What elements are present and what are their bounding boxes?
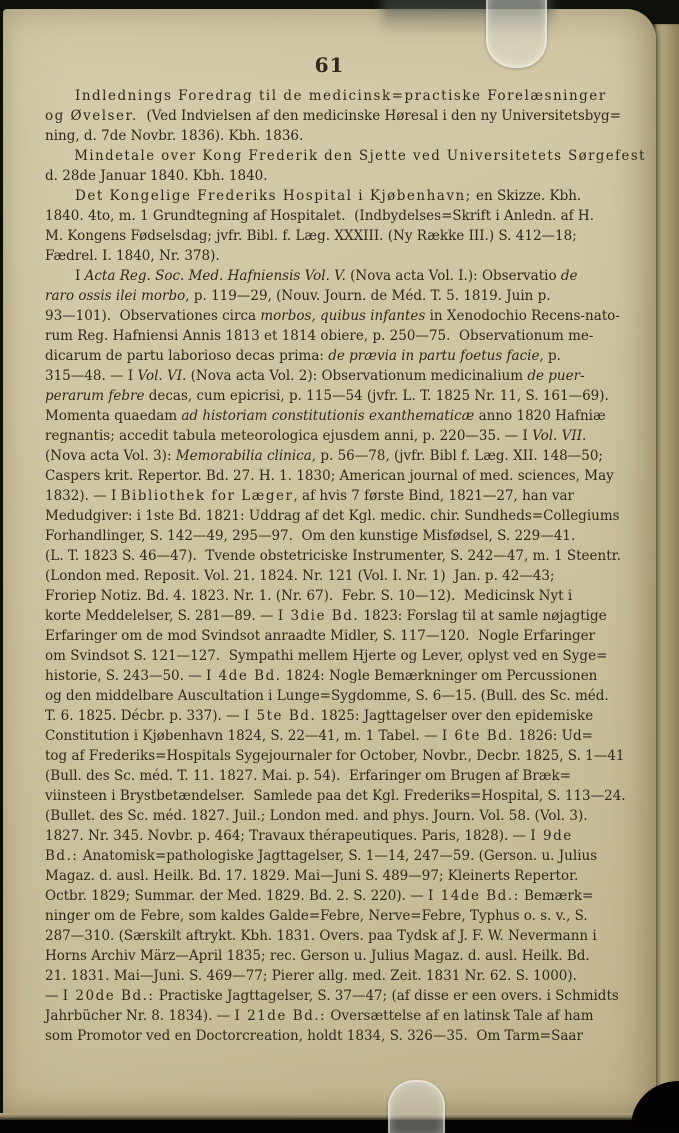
text-line	[45, 346, 646, 366]
body-text: , p.	[539, 348, 561, 364]
body-text: Practiske Jagttagelser, S. 37—47; (af disse er een overs. i Schmidts	[154, 988, 619, 1004]
body-text: Erfaringer om de mod Svindsot anraadte Midler, S. 117—120. Nogle Erfaringer	[45, 628, 596, 644]
text-line	[45, 686, 646, 706]
letterspaced-text: Det Kongelige Frederiks Hospital i Kjøbenhavn;	[75, 188, 472, 204]
text-line	[45, 726, 646, 746]
letterspaced-text: I 9de	[530, 828, 573, 844]
body-text: dicarum de partu laborioso decas prima:	[45, 348, 329, 364]
text-line	[45, 186, 646, 206]
text-line	[45, 86, 646, 106]
text-line	[45, 586, 646, 606]
body-text: (Bullet. des Sc. méd. 1827. Juil.; London med. and phys. Journ. Vol. 58. (Vol. 3).	[45, 808, 588, 824]
body-text: 287—310. (Særskilt aftrykt. Kbh. 1831. Overs. paa Tydsk af J. F. W. Nevermann i	[45, 928, 597, 944]
table-shadow-band	[0, 1120, 679, 1133]
book-page-edges	[653, 24, 679, 1106]
body-text: Horns Archiv März—April 1835; rec. Gerson u. Julius Magaz. d. ausl. Heilk. Bd.	[45, 948, 590, 964]
text-line	[45, 446, 646, 466]
body-text: korte Meddelelser, S. 281—89. —	[45, 608, 278, 624]
body-text: historie, S. 243—50. —	[45, 668, 207, 684]
text-line	[45, 526, 646, 546]
italic-text: Acta Reg. Soc. Med. Hafniensis Vol. V.	[84, 268, 346, 284]
body-text: in Xenodochio Recens-nato-	[425, 308, 620, 324]
body-text: 315—48. — I	[45, 368, 138, 384]
body-text: Bemærk=	[519, 888, 594, 904]
page-number: 61	[314, 53, 345, 77]
text-line	[45, 866, 646, 886]
text-line	[45, 126, 646, 146]
body-text: d. 28de Januar 1840. Kbh. 1840.	[45, 168, 268, 184]
body-text: (Nova acta Vol. I.): Observatio	[345, 268, 561, 284]
letterspaced-text: Bibliothek for Læger	[120, 488, 294, 504]
text-line	[45, 566, 646, 586]
text-line	[45, 786, 646, 806]
body-text: Froriep Notiz. Bd. 4. 1823. Nr. 1. (Nr. 67). Febr. S. 10—12). Medicinsk Nyt i	[45, 588, 573, 604]
text-line	[45, 606, 646, 626]
text-line	[45, 226, 646, 246]
body-text: og den middelbare Auscultation i Lunge=Sygdomme, S. 6—15. (Bull. des Sc. méd.	[45, 688, 609, 704]
body-text: Jahrbücher Nr. 8. 1834). —	[45, 1008, 235, 1024]
body-text: 1827. Nr. 345. Novbr. p. 464; Travaux thérapeutiques. Paris, 1828). —	[45, 828, 531, 844]
text-line	[45, 246, 646, 266]
text-line	[45, 886, 646, 906]
body-text: T. 6. 1825. Décbr. p. 337). —	[45, 708, 244, 724]
letterspaced-text: Mindetale over Kong Frederik den Sjette ved Universitetets Sørgefest	[74, 148, 646, 164]
italic-text: morbos, quibus infantes	[260, 308, 426, 324]
body-text: Constitution i Kjøbenhavn 1824, S. 22—41, m. 1 Tabel. —	[45, 728, 442, 744]
body-text: (Nova acta Vol. 2): Observationum medicinalium	[186, 368, 528, 384]
body-text: som Promotor ved en Doctorcreation, holdt 1834, S. 326—35. Om Tarm=Saar	[45, 1028, 583, 1044]
body-text: Oversættelse af en latinsk Tale af ham	[326, 1008, 594, 1024]
body-text: (Bull. des Sc. méd. T. 11. 1827. Mai. p. 54). Erfaringer om Brugen af Bræk=	[45, 768, 571, 784]
letterspaced-text: I 20de Bd.:	[62, 988, 155, 1004]
text-line	[45, 966, 646, 986]
body-text: (London med. Reposit. Vol. 21. 1824. Nr. 121 (Vol. I. Nr. 1) Jan. p. 42—43;	[45, 568, 555, 584]
body-text: (Ved Indvielsen af den medicinske Høresal i den ny Universitetsbyg=	[137, 108, 621, 124]
body-text: tog af Frederiks=Hospitals Sygejournaler for October, Novbr., Decbr. 1825, S. 1—41	[45, 748, 625, 764]
letterspaced-text: I 6te Bd.	[441, 728, 515, 744]
text-line	[45, 506, 646, 526]
body-text: ninger om de Febre, som kaldes Galde=Febre, Nerve=Febre, Typhus o. s. v., S.	[45, 908, 588, 924]
page-text	[45, 86, 646, 1046]
body-text: regnantis; accedit tabula meteorologica ejusdem anni, p. 220—35. — I	[45, 428, 533, 444]
text-line	[45, 326, 646, 346]
text-line	[45, 706, 646, 726]
text-line	[45, 906, 646, 926]
body-text: Caspers krit. Repertor. Bd. 27. H. 1. 1830; American journal of med. sciences, May	[45, 468, 614, 484]
text-line	[45, 406, 646, 426]
italic-text: de	[560, 268, 578, 284]
plastic-clip-bottom-icon	[388, 1080, 445, 1133]
body-text: om Svindsot S. 121—127. Sympathi mellem Hjerte og Lever, oplyst ved en Syge=	[45, 648, 608, 664]
italic-text: de puer-	[527, 368, 585, 384]
body-text: Fædrel. I. 1840, Nr. 378).	[45, 248, 220, 264]
text-line	[45, 146, 646, 166]
text-line	[45, 646, 646, 666]
italic-text: raro ossis ilei morbo	[45, 288, 186, 304]
text-line	[45, 986, 646, 1006]
text-line	[45, 306, 646, 326]
body-text: , p. 56—78, (jvfr. Bibl f. Læg. XII. 148—50;	[311, 448, 603, 464]
body-text: 1825: Jagttagelser over den epidemiske	[316, 708, 594, 724]
body-text: 1824: Nogle Bemærkninger om Percussionen	[281, 668, 598, 684]
text-line	[45, 1026, 646, 1046]
body-text: 21. 1831. Mai—Juni. S. 469—77; Pierer allg. med. Zeit. 1831 Nr. 62. S. 1000).	[45, 968, 577, 984]
text-line	[45, 1006, 646, 1026]
text-line	[45, 946, 646, 966]
body-text: ning, d. 7de Novbr. 1836). Kbh. 1836.	[45, 128, 304, 144]
text-line	[45, 846, 646, 866]
body-text: —	[45, 988, 63, 1004]
letterspaced-text: I 5te Bd.	[243, 708, 317, 724]
letterspaced-text: Indlednings Foredrag til de medicinsk=practiske Forelæsninger	[75, 88, 607, 104]
text-line	[45, 386, 646, 406]
body-text: viinsteen i Brystbetændelser. Samlede paa det Kgl. Frederiks=Hospital, S. 113—24.	[45, 788, 626, 804]
text-line	[45, 546, 646, 566]
italic-text: ad historiam constitutionis exanthematicæ	[181, 408, 475, 424]
text-line	[45, 806, 646, 826]
letterspaced-text: I 4de Bd.	[206, 668, 282, 684]
text-line	[45, 366, 646, 386]
body-text: Medudgiver: i 1ste Bd. 1821: Uddrag af det Kgl. medic. chir. Sundheds=Collegiums	[45, 508, 620, 524]
text-line	[45, 206, 646, 226]
body-text: Momenta quaedam	[45, 408, 182, 424]
text-line	[45, 286, 646, 306]
book-page	[3, 9, 656, 1119]
body-text: I	[75, 268, 85, 284]
body-text: 93—101). Observationes circa	[45, 308, 261, 324]
text-line	[45, 826, 646, 846]
text-line	[45, 746, 646, 766]
text-line	[45, 666, 646, 686]
italic-text: Vol. VII.	[532, 428, 587, 444]
italic-text: Memorabilia clinica	[175, 448, 312, 464]
body-text: 1840. 4to, m. 1 Grundtegning af Hospitalet. (Indbydelses=Skrift i Anledn. af H.	[45, 208, 594, 224]
text-line	[45, 926, 646, 946]
body-text: , af hvis 7 første Bind, 1821—27, han var	[293, 488, 574, 504]
body-text: rum Reg. Hafniensi Annis 1813 et 1814 obiere, p. 250—75. Observationum me-	[45, 328, 594, 344]
letterspaced-text: Bd.:	[45, 848, 79, 864]
italic-text: perarum febre	[45, 388, 145, 404]
body-text: 1832). — I	[45, 488, 121, 504]
body-text: decas, cum epicrisi, p. 115—54 (jvfr. L. T. 1825 Nr. 11, S. 161—69).	[144, 388, 609, 404]
body-text: (L. T. 1823 S. 46—47). Tvende obstetriciske Instrumenter, S. 242—47, m. 1 Steentr.	[45, 548, 621, 564]
text-line	[45, 166, 646, 186]
text-line	[45, 466, 646, 486]
text-line	[45, 266, 646, 286]
body-text: 1823: Forslag til at samle nøjagtige	[359, 608, 607, 624]
body-text: 1826: Ud=	[514, 728, 593, 744]
body-text: Octbr. 1829; Summar. der Med. 1829. Bd. 2. S. 220). —	[45, 888, 429, 904]
text-line	[45, 426, 646, 446]
text-line	[45, 766, 646, 786]
plastic-clip-top-icon	[486, 0, 547, 68]
text-line	[45, 626, 646, 646]
body-text: , p. 119—29, (Nouv. Journ. de Méd. T. 5. 1819. Juin p.	[185, 288, 551, 304]
body-text: anno 1820 Hafniæ	[474, 408, 606, 424]
text-line	[45, 486, 646, 506]
body-text: (Nova acta Vol. 3):	[45, 448, 176, 464]
body-text: Forhandlinger, S. 142—49, 295—97. Om den kunstige Misfødsel, S. 229—41.	[45, 528, 576, 544]
body-text: Anatomisk=pathologiske Jagttagelser, S. 1—14, 247—59. (Gerson. u. Julius	[78, 848, 598, 864]
body-text: M. Kongens Fødselsdag; jvfr. Bibl. f. Læg. XXXIII. (Ny Række III.) S. 412—18;	[45, 228, 577, 244]
letterspaced-text: I 21de Bd.:	[234, 1008, 327, 1024]
letterspaced-text: I 3die Bd.	[277, 608, 360, 624]
italic-text: Vol. VI.	[137, 368, 187, 384]
body-text: en Skizze. Kbh.	[471, 188, 582, 204]
letterspaced-text: og Øvelser.	[45, 108, 138, 124]
body-text: Magaz. d. ausl. Heilk. Bd. 17. 1829. Mai—Juni S. 489—97; Kleinerts Repertor.	[45, 868, 579, 884]
italic-text: de prævia in partu foetus facie	[328, 348, 540, 364]
letterspaced-text: I 14de Bd.:	[428, 888, 520, 904]
text-line	[45, 106, 646, 126]
